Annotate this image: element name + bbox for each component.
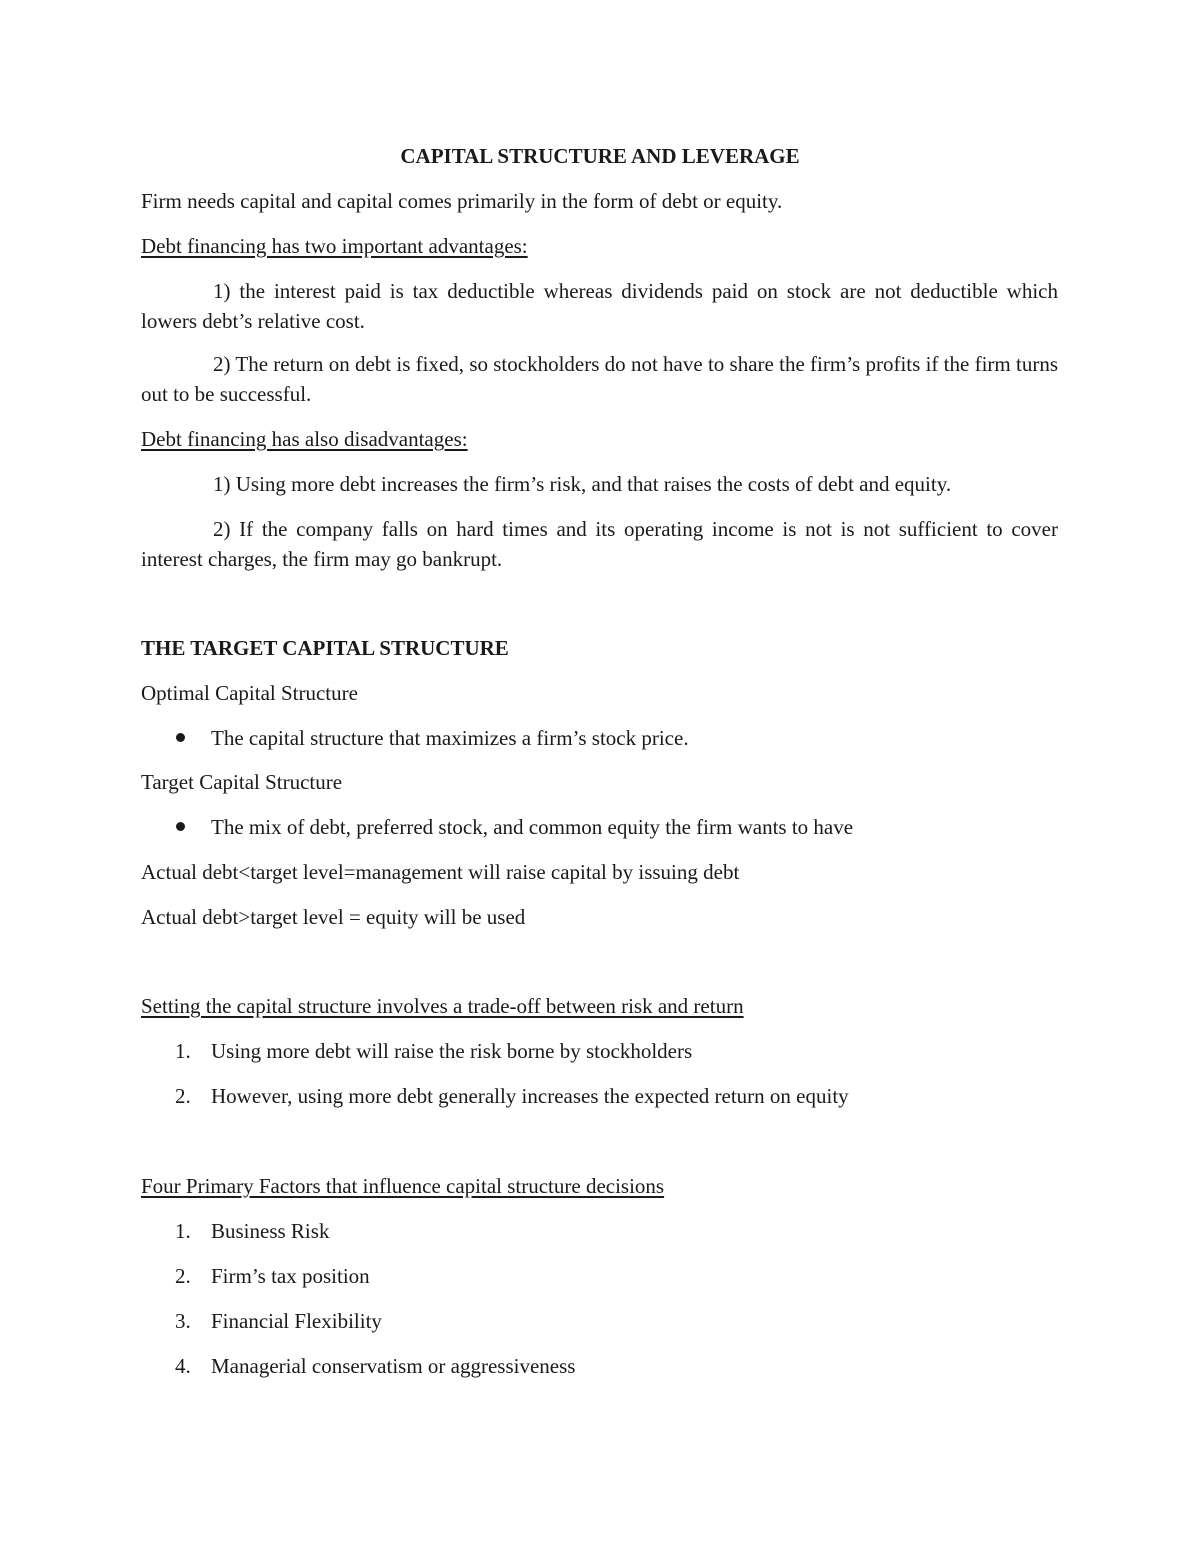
factor-item-1: Business Risk	[211, 1219, 330, 1243]
disadvantage-item-1: 1) Using more debt increases the firm’s risk, and that raises the costs of debt and equity.	[213, 472, 952, 496]
tradeoff-item-2: However, using more debt generally increases the expected return on equity	[211, 1084, 849, 1108]
list-number: 1.	[175, 1219, 191, 1243]
list-number: 2.	[175, 1264, 191, 1288]
factor-item-3: Financial Flexibility	[211, 1309, 382, 1333]
optimal-bullet-text: The capital structure that maximizes a firm’s stock price.	[211, 726, 689, 750]
advantages-heading: Debt financing has two important advantages:	[141, 234, 528, 258]
intro-paragraph: Firm needs capital and capital comes primarily in the form of debt or equity.	[141, 189, 783, 213]
tradeoff-item-1: Using more debt will raise the risk borne by stockholders	[211, 1039, 693, 1063]
factor-item-2: Firm’s tax position	[211, 1264, 370, 1288]
disadvantages-heading: Debt financing has also disadvantages:	[141, 427, 468, 451]
list-number: 4.	[175, 1354, 191, 1378]
bullet-marker	[176, 733, 185, 742]
factors-heading: Four Primary Factors that influence capital structure decisions	[141, 1174, 665, 1198]
target-label: Target Capital Structure	[141, 770, 343, 794]
advantage-item-1: 1) the interest paid is tax deductible whereas dividends paid on stock are not deductible which lowers debt’s relative cost.	[141, 279, 1058, 333]
list-number: 1.	[175, 1039, 191, 1063]
document-title: CAPITAL STRUCTURE AND LEVERAGE	[400, 144, 800, 168]
rule-above-target: Actual debt>target level = equity will be used	[141, 905, 526, 929]
bullet-marker	[176, 822, 185, 831]
tradeoff-heading: Setting the capital structure involves a trade-off between risk and return	[141, 994, 744, 1018]
target-section-heading: THE TARGET CAPITAL STRUCTURE	[141, 636, 509, 660]
disadvantage-item-2: 2) If the company falls on hard times and its operating income is not is not sufficient to cover interest charges, the firm may go bankrupt.	[141, 517, 1058, 571]
list-number: 2.	[175, 1084, 191, 1108]
optimal-label: Optimal Capital Structure	[141, 681, 358, 705]
target-bullet-text: The mix of debt, preferred stock, and common equity the firm wants to have	[211, 815, 854, 839]
list-number: 3.	[175, 1309, 191, 1333]
factor-item-4: Managerial conservatism or aggressiveness	[211, 1354, 576, 1378]
advantage-item-2: 2) The return on debt is fixed, so stockholders do not have to share the firm’s profits if the firm turns out to be successful.	[141, 352, 1058, 406]
rule-below-target: Actual debt<target level=management will raise capital by issuing debt	[141, 860, 740, 884]
